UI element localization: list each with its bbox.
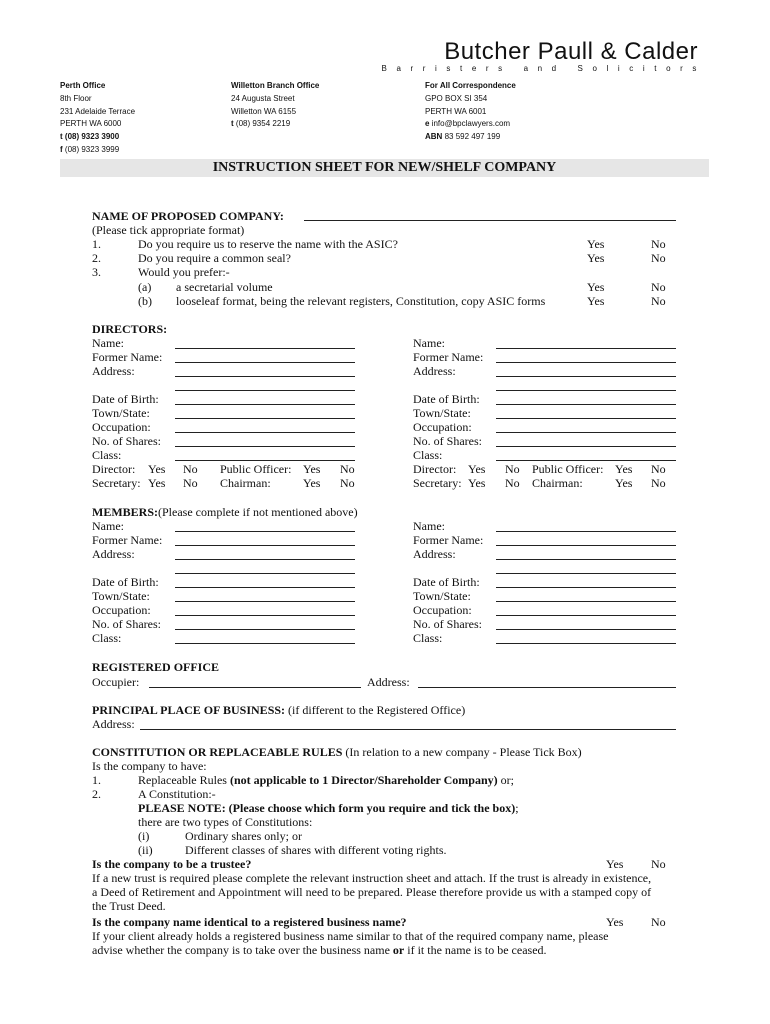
director1-address-label: Address: xyxy=(92,364,135,378)
member1-class-label: Class: xyxy=(92,631,122,645)
director2-director-yes[interactable]: Yes xyxy=(468,462,486,476)
director1-name-field[interactable] xyxy=(175,348,355,349)
director2-director-no[interactable]: No xyxy=(505,462,520,476)
correspondence-line-1: GPO BOX SI 354 xyxy=(425,93,488,103)
business-name-no[interactable]: No xyxy=(651,915,666,929)
option1-text[interactable]: Replaceable Rules (not applicable to 1 Director/Shareholder Company) or; xyxy=(138,773,514,787)
qb-number: (b) xyxy=(138,294,152,308)
member2-address-field[interactable] xyxy=(496,559,676,560)
member2-town-label: Town/State: xyxy=(413,589,471,603)
option1-number: 1. xyxy=(92,773,101,787)
business-name-question: Is the company name identical to a registered business name? xyxy=(92,915,407,929)
q2-text: Do you require a common seal? xyxy=(138,251,291,265)
director1-address-field-2[interactable] xyxy=(175,390,355,391)
member2-shares-field[interactable] xyxy=(496,629,676,630)
director1-class-label: Class: xyxy=(92,448,122,462)
director1-po-yes[interactable]: Yes xyxy=(303,462,321,476)
members-heading: MEMBERS: xyxy=(92,505,158,519)
qa-number: (a) xyxy=(138,280,152,294)
director2-po-label: Public Officer: xyxy=(532,462,604,476)
director1-director-label: Director: xyxy=(92,462,136,476)
director1-secretary-label: Secretary: xyxy=(92,476,141,490)
principal-address-field[interactable] xyxy=(140,729,676,730)
director2-chair-label: Chairman: xyxy=(532,476,583,490)
member1-former-field[interactable] xyxy=(175,545,355,546)
willetton-heading: Willetton Branch Office xyxy=(231,81,320,90)
registered-occupier-label: Occupier: xyxy=(92,675,140,689)
perth-line-1: 8th Floor xyxy=(60,93,92,103)
business-name-text-1: If your client already holds a registered business name similar to that of the required company name, please xyxy=(92,929,609,943)
constitution-heading-row xyxy=(92,745,582,759)
trustee-question: Is the company to be a trustee? xyxy=(92,857,252,871)
director1-po-no[interactable]: No xyxy=(340,462,355,476)
director1-secretary-no[interactable]: No xyxy=(183,476,198,490)
director2-shares-field[interactable] xyxy=(496,446,676,447)
firm-tagline: Barristers and Solicitors xyxy=(381,64,706,73)
director2-address-field[interactable] xyxy=(496,376,676,377)
director1-chair-label: Chairman: xyxy=(220,476,271,490)
director1-shares-label: No. of Shares: xyxy=(92,434,161,448)
member2-class-label: Class: xyxy=(413,631,443,645)
member1-shares-field[interactable] xyxy=(175,629,355,630)
member1-address-field-2[interactable] xyxy=(175,573,355,574)
q3-text: Would you prefer:- xyxy=(138,265,230,279)
director2-shares-label: No. of Shares: xyxy=(413,434,482,448)
member1-former-label: Former Name: xyxy=(92,533,163,547)
perth-office-block xyxy=(60,80,135,157)
q2-number: 2. xyxy=(92,251,101,265)
company-name-field[interactable] xyxy=(304,220,676,221)
company-name-label: NAME OF PROPOSED COMPANY: xyxy=(92,209,284,223)
type-ii-text[interactable]: Different classes of shares with different voting rights. xyxy=(185,843,447,857)
member2-former-label: Former Name: xyxy=(413,533,484,547)
q1-yes[interactable]: Yes xyxy=(587,237,605,251)
two-types-text: there are two types of Constitutions: xyxy=(138,815,313,829)
q1-text: Do you require us to reserve the name with the ASIC? xyxy=(138,237,398,251)
willetton-line-1: 24 Augusta Street xyxy=(231,93,295,103)
member2-occ-label: Occupation: xyxy=(413,603,472,617)
director2-address-field-2[interactable] xyxy=(496,390,676,391)
member1-address-field[interactable] xyxy=(175,559,355,560)
principal-heading-row xyxy=(92,703,465,717)
qb-text: looseleaf format, being the relevant registers, Constitution, copy ASIC forms xyxy=(176,294,546,308)
director1-town-field[interactable] xyxy=(175,418,355,419)
member1-occ-field[interactable] xyxy=(175,615,355,616)
business-name-text-2: advise whether the company is to take over the business name or if it the name is to be ceased. xyxy=(92,943,547,957)
trustee-text-2: a Deed of Retirement and Appointment will need to be prepared. Please therefore provide us with a stamped copy of xyxy=(92,885,652,899)
member2-shares-label: No. of Shares: xyxy=(413,617,482,631)
tick-note: (Please tick appropriate format) xyxy=(92,223,245,237)
director2-po-no[interactable]: No xyxy=(651,462,666,476)
member1-shares-label: No. of Shares: xyxy=(92,617,161,631)
qa-no[interactable]: No xyxy=(651,280,666,294)
q1-number: 1. xyxy=(92,237,101,251)
director1-director-yes[interactable]: Yes xyxy=(148,462,166,476)
member1-name-label: Name: xyxy=(92,519,124,533)
correspondence-block xyxy=(425,80,516,144)
perth-tel: t (08) 9323 3900 xyxy=(60,132,120,142)
principal-heading: PRINCIPAL PLACE OF BUSINESS: xyxy=(92,703,286,717)
option2-number: 2. xyxy=(92,787,101,801)
registered-address-label: Address: xyxy=(367,675,410,689)
q1-no[interactable]: No xyxy=(651,237,666,251)
correspondence-email: e info@bpclawyers.com xyxy=(425,119,511,129)
director2-class-label: Class: xyxy=(413,448,443,462)
director1-director-no[interactable]: No xyxy=(183,462,198,476)
willetton-line-2: Willetton WA 6155 xyxy=(231,106,297,116)
please-note: PLEASE NOTE: (Please choose which form you require and tick the box); xyxy=(138,801,519,815)
member1-address-label: Address: xyxy=(92,547,135,561)
correspondence-line-2: PERTH WA 6001 xyxy=(425,106,487,116)
director1-dob-field[interactable] xyxy=(175,404,355,405)
director1-secretary-yes[interactable]: Yes xyxy=(148,476,166,490)
member2-address-field-2[interactable] xyxy=(496,573,676,574)
perth-line-3: PERTH WA 6000 xyxy=(60,119,122,129)
director1-name-label: Name: xyxy=(92,336,124,350)
trustee-text-3: the Trust Deed. xyxy=(92,899,166,913)
director2-town-label: Town/State: xyxy=(413,406,471,420)
q2-yes[interactable]: Yes xyxy=(587,251,605,265)
director1-chair-no[interactable]: No xyxy=(340,476,355,490)
firm-name: Butcher Paull & Calder xyxy=(444,38,698,65)
registered-address-field[interactable] xyxy=(418,687,676,688)
trustee-no[interactable]: No xyxy=(651,857,666,871)
member2-name-label: Name: xyxy=(413,519,445,533)
member2-town-field[interactable] xyxy=(496,601,676,602)
type-i-text[interactable]: Ordinary shares only; or xyxy=(185,829,302,843)
page-title: INSTRUCTION SHEET FOR NEW/SHELF COMPANY xyxy=(212,160,557,175)
director1-occ-label: Occupation: xyxy=(92,420,151,434)
director2-chair-no[interactable]: No xyxy=(651,476,666,490)
director2-director-label: Director: xyxy=(413,462,457,476)
director2-dob-label: Date of Birth: xyxy=(413,392,480,406)
director2-chair-yes[interactable]: Yes xyxy=(615,476,633,490)
director2-former-field[interactable] xyxy=(496,362,676,363)
member2-address-label: Address: xyxy=(413,547,456,561)
member2-dob-field[interactable] xyxy=(496,587,676,588)
willetton-office-block xyxy=(231,80,319,131)
option2-text[interactable]: A Constitution:- xyxy=(138,787,216,801)
type-ii-number: (ii) xyxy=(138,843,153,857)
director1-address-field[interactable] xyxy=(175,376,355,377)
director2-occ-field[interactable] xyxy=(496,432,676,433)
director1-class-field[interactable] xyxy=(175,460,355,461)
member1-dob-field[interactable] xyxy=(175,587,355,588)
registered-occupier-field[interactable] xyxy=(149,687,361,688)
principal-address-label: Address: xyxy=(92,717,135,731)
qa-yes[interactable]: Yes xyxy=(587,280,605,294)
member2-dob-label: Date of Birth: xyxy=(413,575,480,589)
registered-heading: REGISTERED OFFICE xyxy=(92,660,220,674)
director2-address-label: Address: xyxy=(413,364,456,378)
director2-name-field[interactable] xyxy=(496,348,676,349)
director2-secretary-label: Secretary: xyxy=(413,476,462,490)
correspondence-abn: ABN 83 592 497 199 xyxy=(425,132,501,142)
member1-town-field[interactable] xyxy=(175,601,355,602)
qb-no[interactable]: No xyxy=(651,294,666,308)
members-heading-row xyxy=(92,505,358,519)
perth-office-heading: Perth Office xyxy=(60,81,106,90)
constitution-note: (In relation to a new company - Please Tick Box) xyxy=(345,745,582,759)
member1-occ-label: Occupation: xyxy=(92,603,151,617)
director2-class-field[interactable] xyxy=(496,460,676,461)
director2-secretary-yes[interactable]: Yes xyxy=(468,476,486,490)
perth-line-2: 231 Adelaide Terrace xyxy=(60,106,136,116)
member2-occ-field[interactable] xyxy=(496,615,676,616)
title-bar xyxy=(60,159,709,177)
director2-secretary-no[interactable]: No xyxy=(505,476,520,490)
director2-dob-field[interactable] xyxy=(496,404,676,405)
director2-occ-label: Occupation: xyxy=(413,420,472,434)
qb-yes[interactable]: Yes xyxy=(587,294,605,308)
members-note: (Please complete if not mentioned above) xyxy=(158,505,358,519)
directors-heading: DIRECTORS: xyxy=(92,322,168,336)
willetton-tel: t (08) 9354 2219 xyxy=(231,119,291,129)
member2-name-field[interactable] xyxy=(496,531,676,532)
constitution-heading: CONSTITUTION OR REPLACEABLE RULES xyxy=(92,745,343,759)
member1-name-field[interactable] xyxy=(175,531,355,532)
member1-class-field[interactable] xyxy=(175,643,355,644)
principal-note: (if different to the Registered Office) xyxy=(288,703,466,717)
director1-occ-field[interactable] xyxy=(175,432,355,433)
business-name-yes[interactable]: Yes xyxy=(606,915,624,929)
trustee-yes[interactable]: Yes xyxy=(606,857,624,871)
director2-former-label: Former Name: xyxy=(413,350,484,364)
q2-no[interactable]: No xyxy=(651,251,666,265)
type-i-number: (i) xyxy=(138,829,150,843)
director2-po-yes[interactable]: Yes xyxy=(615,462,633,476)
member1-town-label: Town/State: xyxy=(92,589,150,603)
director1-dob-label: Date of Birth: xyxy=(92,392,159,406)
qa-text: a secretarial volume xyxy=(176,280,273,294)
member2-former-field[interactable] xyxy=(496,545,676,546)
director1-po-label: Public Officer: xyxy=(220,462,292,476)
director1-former-label: Former Name: xyxy=(92,350,163,364)
member2-class-field[interactable] xyxy=(496,643,676,644)
q3-number: 3. xyxy=(92,265,101,279)
director1-town-label: Town/State: xyxy=(92,406,150,420)
director2-town-field[interactable] xyxy=(496,418,676,419)
correspondence-heading: For All Correspondence xyxy=(425,81,516,90)
director1-former-field[interactable] xyxy=(175,362,355,363)
constitution-is-have: Is the company to have: xyxy=(92,759,207,773)
director1-shares-field[interactable] xyxy=(175,446,355,447)
perth-fax: f (08) 9323 3999 xyxy=(60,144,120,154)
trustee-text-1: If a new trust is required please complete the relevant instruction sheet and attach. If the trust is already in existence, xyxy=(92,871,652,885)
director2-name-label: Name: xyxy=(413,336,445,350)
member1-dob-label: Date of Birth: xyxy=(92,575,159,589)
director1-chair-yes[interactable]: Yes xyxy=(303,476,321,490)
